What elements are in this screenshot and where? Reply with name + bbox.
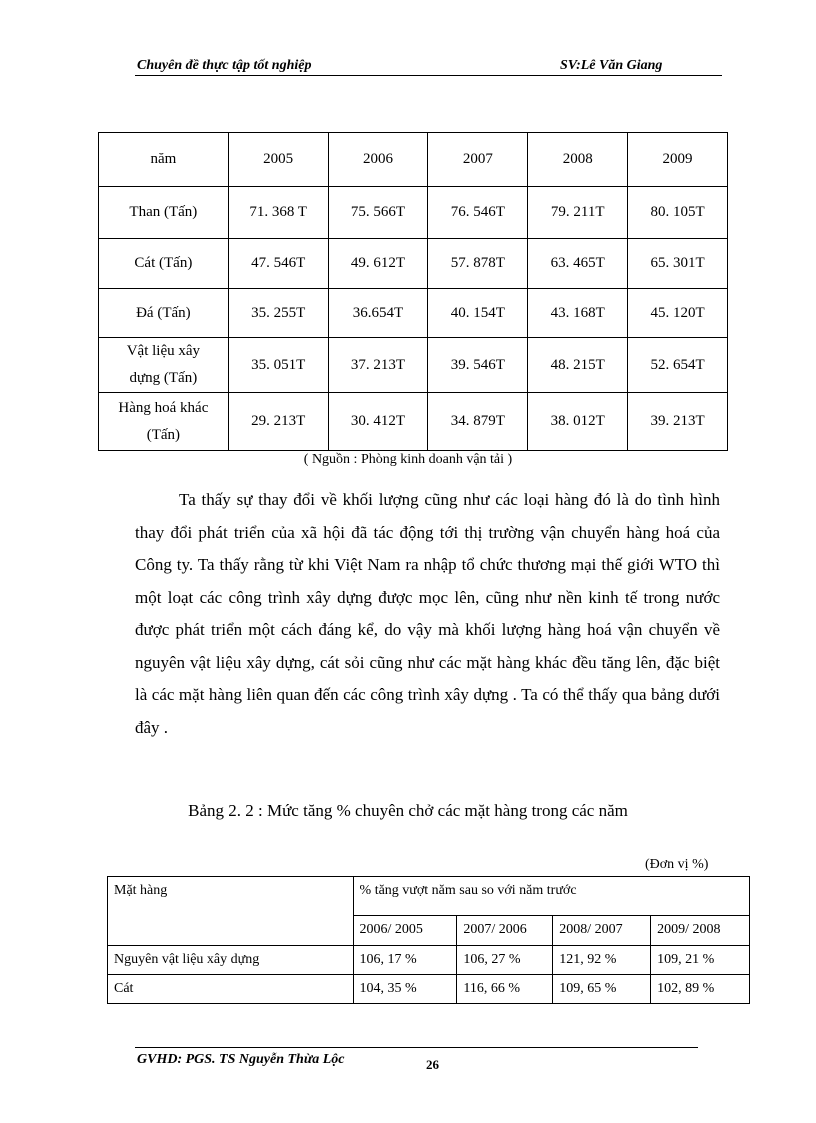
table-header-cell: 2006: [328, 133, 428, 187]
row-label-line: Vật liệu xây: [126, 343, 201, 359]
table-cell: 34. 879T: [428, 393, 528, 451]
table-cell: 35. 051T: [228, 338, 328, 393]
header-student: SV:Lê Văn Giang: [560, 58, 663, 73]
row-label: Đá (Tấn): [99, 289, 229, 338]
row-label: [99, 393, 229, 451]
growth-rate-table: [107, 876, 750, 1004]
table-header-cell: 2008: [528, 133, 628, 187]
table-cell: 48. 215T: [528, 338, 628, 393]
table-header-cell: 2008/ 2007: [553, 916, 651, 946]
table-cell: 49. 612T: [328, 239, 428, 289]
table-cell: 80. 105T: [628, 187, 728, 239]
row-label-line: dựng (Tấn): [129, 370, 198, 386]
footer-advisor: GVHD: PGS. TS Nguyễn Thừa Lộc: [137, 1052, 345, 1067]
cargo-volume-table: [98, 132, 728, 451]
table-cell: 76. 546T: [428, 187, 528, 239]
row-label-line: (Tấn): [146, 426, 181, 443]
row-label: Than (Tấn): [99, 187, 229, 239]
table-cell: 104, 35 %: [353, 975, 457, 1004]
table-cell: 30. 412T: [328, 393, 428, 451]
table-row: [99, 338, 728, 393]
table-cell: 52. 654T: [628, 338, 728, 393]
table-header-cell: 2009/ 2008: [651, 916, 750, 946]
footer-divider: [135, 1047, 698, 1048]
table-cell: 37. 213T: [328, 338, 428, 393]
unit-note: (Đơn vị %): [645, 857, 709, 872]
source-note: ( Nguồn : Phòng kinh doanh vận tải ): [303, 452, 513, 467]
table-cell: 102, 89 %: [651, 975, 750, 1004]
table-header-row: [99, 133, 728, 187]
table-row: [108, 946, 750, 975]
table-group-header: % tăng vượt năm sau so với năm trước: [353, 877, 749, 916]
page-number: 26: [426, 1057, 439, 1072]
table-cell: 121, 92 %: [553, 946, 651, 975]
table-row: [108, 975, 750, 1004]
row-label: [99, 338, 229, 393]
table-header-cell: năm: [99, 133, 229, 187]
row-label: Nguyên vật liệu xây dựng: [108, 946, 354, 975]
table-cell: 106, 17 %: [353, 946, 457, 975]
table-header-row: [108, 877, 750, 916]
table-cell: 109, 65 %: [553, 975, 651, 1004]
table-row: [99, 393, 728, 451]
table-cell: 43. 168T: [528, 289, 628, 338]
row-label: Cát (Tấn): [99, 239, 229, 289]
header-divider: [135, 75, 722, 76]
table-header-cell: 2006/ 2005: [353, 916, 457, 946]
table-cell: 36.654T: [328, 289, 428, 338]
table-cell: 47. 546T: [228, 239, 328, 289]
table-header-cell: 2005: [228, 133, 328, 187]
table-cell: 29. 213T: [228, 393, 328, 451]
table-cell: 71. 368 T: [228, 187, 328, 239]
table-cell: 39. 546T: [428, 338, 528, 393]
table-header-cell: 2007/ 2006: [457, 916, 553, 946]
row-label-line: Hàng hoá khác: [118, 399, 209, 416]
table-header-cell: Mặt hàng: [108, 877, 354, 946]
table-cell: 109, 21 %: [651, 946, 750, 975]
body-paragraph: [135, 484, 720, 744]
table-row: [99, 187, 728, 239]
table-cell: 65. 301T: [628, 239, 728, 289]
table-cell: 63. 465T: [528, 239, 628, 289]
table-header-cell: 2009: [628, 133, 728, 187]
table-cell: 75. 566T: [328, 187, 428, 239]
table-caption: Bảng 2. 2 : Mức tăng % chuyên chở các mặt hàng trong các năm: [188, 801, 628, 820]
paragraph-text: Ta thấy sự thay đổi về khối lượng cũng như các loại hàng đó là do tình hình thay đổi phát triển của xã hội đã tác động tới thị trường vận chuyển hàng hoá của Công ty. Ta thấy rằng từ khi Việt Nam ra nhập tổ chức thương mại thế giới WTO thì một loạt các công trình xây dựng được mọc lên, cũng như nền kinh tế trong nước được phát triển một cách đáng kể, do vậy mà khối lượng hàng hoá vận chuyển về nguyên vật liệu xây dựng, cát sỏi cũng như các mặt hàng khác đều tăng lên, đặc biệt là các mặt hàng liên quan đến các công trình xây dựng . Ta có thể thấy qua bảng dưới đây .: [135, 490, 720, 737]
table-cell: 35. 255T: [228, 289, 328, 338]
table-cell: 79. 211T: [528, 187, 628, 239]
table-row: [99, 289, 728, 338]
table-header-cell: 2007: [428, 133, 528, 187]
table-cell: 116, 66 %: [457, 975, 553, 1004]
row-label: Cát: [108, 975, 354, 1004]
table-cell: 45. 120T: [628, 289, 728, 338]
header-title: Chuyên đề thực tập tốt nghiệp: [137, 58, 312, 73]
table-cell: 106, 27 %: [457, 946, 553, 975]
table-cell: 39. 213T: [628, 393, 728, 451]
table-cell: 57. 878T: [428, 239, 528, 289]
table-row: [99, 239, 728, 289]
table-cell: 38. 012T: [528, 393, 628, 451]
table-cell: 40. 154T: [428, 289, 528, 338]
